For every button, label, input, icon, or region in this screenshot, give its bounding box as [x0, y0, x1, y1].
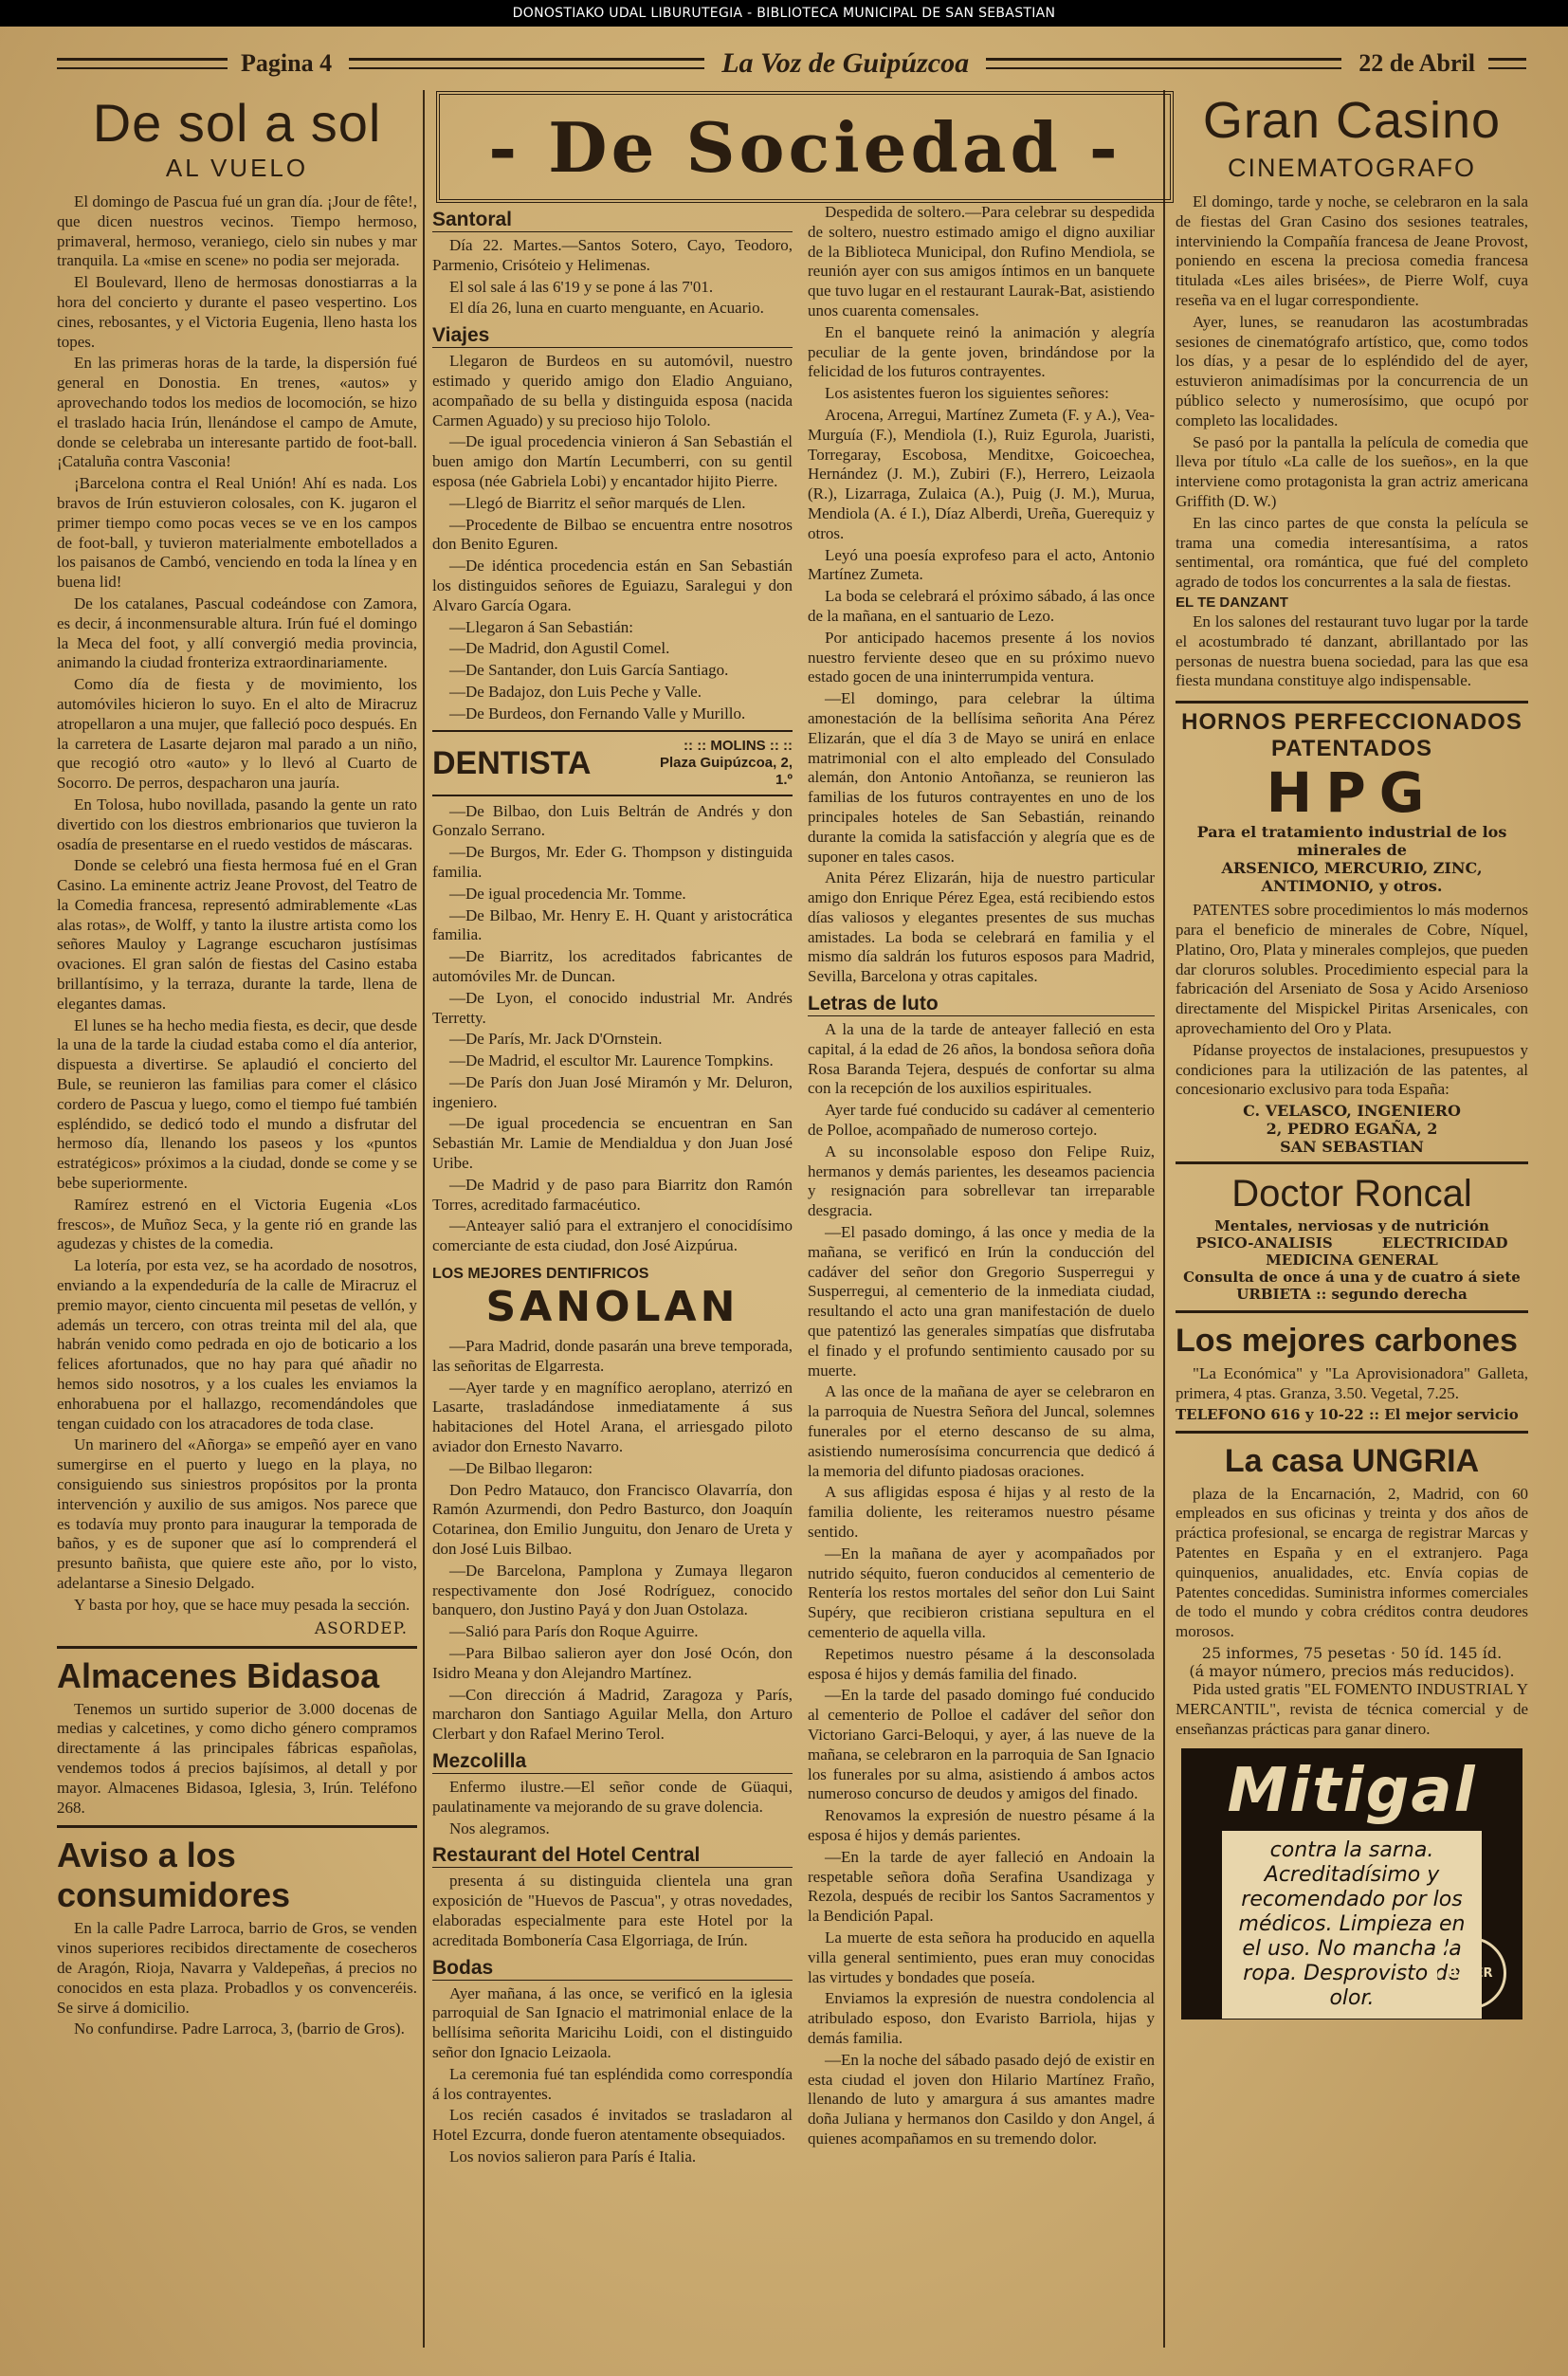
paragraph: —De Biarritz, los acreditados fabricantes de automóviles Mr. de Duncan. [432, 947, 793, 985]
paragraph: —De Badajoz, don Luis Peche y Valle. [449, 682, 702, 701]
paragraph: Ramírez estrenó en el Victoria Eugenia «Los frescos», de Muñoz Seca, y la gente rió en grande las agudezas y chistes de la comedia. [57, 1195, 417, 1253]
paragraph: A las once de la mañana de ayer se celebraron en la parroquia de Nuestra Señora del Juncal, solemnes funerales por el eterno descanso de su alma, asistiendo numerosísima concurrencia que dedicó á la memoria del difunto piadosas oraciones. [808, 1382, 1155, 1480]
carbones-tel: TELEFONO 616 y 10-22 :: El mejor servicio [1176, 1405, 1519, 1423]
section-head-luto: Letras de luto [808, 993, 1155, 1016]
paragraph: Nos alegramos. [449, 1819, 550, 1837]
paragraph: Un marinero del «Añorga» se empeñó ayer en vano sumergirse en el puerto y luego en la playa, no consiguiendo sus siniestros propósitos por la pronta intervención y auxilio de sus amigos. Nos parece que es todavía muy pronto para inaugurar la temporada de baños, y es de suponer que así lo comprenderá el presunto bañista, que quiere este año, por lo visto, adelantarse a Sinesio Delgado. [57, 1435, 417, 1592]
paragraph: —De igual procedencia se encuentran en San Sebastián Mr. Lamie de Mendialdua y don Juan José Uribe. [432, 1114, 793, 1173]
paragraph: Como día de fiesta y de movimiento, los automóviles hicieron lo suyo. En el alto de Miracruz atropellaron a una mujer, que falleció poco después. En la carretera de Lasarte dejaron mal parado a un niño, que recogió otro «auto» y lo llevó al Cuarto de Socorro. De perros, despacharon una jauría. [57, 675, 417, 793]
newspaper-name: La Voz de Guipúzcoa [721, 47, 970, 79]
paragraph: Se pasó por la pantalla la película de comedia que lleva por título «La calle de los sueños», en la que interviene como protagonista la gran actriz americana Griffith (D. W.) [1176, 432, 1528, 510]
paragraph: Arocena, Arregui, Martínez Zumeta (F. y A.), Vea-Murguía (F.), Mendiola (I.), Ruiz Egurola, Juaristi, Torregaray, Escobosa, Menditxe, Goicoechea, Hernández (J. M.), Zubiri (F.), Herrero, Leizaola (R.), Lizarraga, Zulaica (A.), Puig (J. M.), Murua, Mendiola (A. é I.), Díaz Alberdi, Ureña, Guerequiz y otros. [808, 405, 1155, 542]
hpg-ad [1176, 701, 1528, 1164]
paragraph: El domingo de Pascua fué un gran día. ¡Jour de fête!, que dicen nuestros vecinos. Tiempo hermoso, primaveral, hermoso, veraniego, cielo sin nubes y mar tranquila. La «mise en scene» no podia ser mejorada. [57, 192, 417, 270]
paragraph: El sol sale á las 6'19 y se pone á las 7'01. [449, 277, 714, 296]
doctor-line: URBIETA :: segundo derecha [1236, 1286, 1468, 1304]
carbones-text: "La Económica" y "La Aprovisionadora" Galleta, primera, 4 ptas. Granza, 3.50. Vegetal, 7.25. [1176, 1364, 1528, 1402]
paragraph: Renovamos la expresión de nuestro pésame á la esposa é hijos y demás parientes. [808, 1806, 1155, 1844]
paragraph: Ayer tarde fué conducido su cadáver al cementerio de Polloe, acompañado de numeroso cortejo. [808, 1101, 1155, 1140]
paragraph: Donde se celebró una fiesta hermosa fué en el Gran Casino. La eminente actriz Jeane Provost, del Teatro de la Comedia francesa, representó admirablemente «Las alas rotas», de Wolff, y tanto la ilustre artista como los señores Mauloy y Lagrange escucharon justísimas ovaciones. El gran salón de fiestas del Casino estaba brillantísimo, y la terraza, durante la tarde, llena de elegantes damas. [57, 856, 417, 1013]
dentista-ad [432, 738, 793, 789]
paragraph: —De Burgos, Mr. Eder G. Thompson y distinguida familia. [432, 843, 793, 881]
column-divider [423, 90, 425, 2348]
paragraph: Despedida de soltero.—Para celebrar su despedida de soltero, nuestro estimado amigo el digno auxiliar de la Biblioteca Municipal, don Rufino Mendiola, se reunión ayer con sus amigos íntimos en un banquete que tuvo lugar en el restaurant Laurak-Bat, asistiendo unos cuarenta comensales. [808, 203, 1155, 320]
paragraph: —De Barcelona, Pamplona y Zumaya llegaron respectivamente don José Rodríguez, conocido banquero, don Justino Payá y don Juan Ostolaza. [432, 1561, 793, 1619]
hpg-hornos: HORNOS PERFECCIONADOS PATENTADOS [1181, 709, 1522, 762]
paragraph: —De idéntica procedencia están en San Sebastián los distinguidos señores de Eguiazu, Saralegui y don Alvaro García Ogara. [432, 557, 793, 614]
section-head-mezcolilla: Mezcolilla [432, 1750, 793, 1774]
column-ads [1176, 87, 1528, 2357]
dentista-title: DENTISTA [432, 744, 592, 781]
paragraph: —De Bilbao, Mr. Henry E. H. Quant y aristocrática familia. [432, 905, 793, 944]
paragraph: —En la tarde de ayer falleció en Andoain la respetable señora doña Serafina Usandizaga y Rezola, después de recibir los Santos Sacramentos y la Bendición Papal. [808, 1847, 1155, 1926]
header-rule-mid-right [986, 58, 1341, 69]
paragraph: —De París don Juan José Miramón y Mr. Deluron, ingeniero. [432, 1072, 793, 1111]
doctor-line: MEDICINA GENERAL [1266, 1252, 1438, 1270]
paragraph: El lunes se ha hecho media fiesta, es decir, que desde la una de la tarde la ciudad estaba como el día anterior, dispuesta a divertirse. Se aplaudió el concierto del Bule, se reunieron las familias para comer el clásico cordero de Pascua y luego, como el tiempo fué también espléndido, se dedicó todo el mundo a disfrutar del hermoso día, llenando los paseos y los «puntos estratégicos» próximos a la ciudad, donde se come y se bebe superiormente. [57, 1015, 417, 1193]
paragraph: En las primeras horas de la tarde, la dispersión fué general en Donostia. En trenes, «autos» y aprovechando todos los medios de locomoción, se hizo el traslado hacia Irún, llenándose el campo de Amute, donde se celebraba un interesante partido de foot-ball. ¡Cataluña contra Vasconia! [57, 354, 417, 471]
header-rule-right [1488, 58, 1526, 69]
ad-title-consumidores: Aviso a los consumidores [57, 1836, 291, 1915]
header-rule-mid-left [349, 58, 704, 69]
mitigal-ad [1181, 1748, 1522, 2020]
paragraph: —Llegó de Biarritz el señor marqués de Llen. [449, 493, 746, 512]
hpg-sub: Para el tratamiento industrial de los minerales de [1196, 823, 1507, 860]
paragraph: A la una de la tarde de anteayer falleció en esta capital, á la edad de 26 años, la bondosa señora doña Rosa Baranda Tejera, después de confortar su alma con la recepción de los auxilios espirituales. [808, 1020, 1155, 1098]
ad-text-consumidores: En la calle Padre Larroca, barrio de Gros, se venden vinos superiores recibidos directamente de cosecheros de Aragón, Rioja, Navarra y Valdepeñas, á precios no conocidos en esta plaza. Probadlos y os convenceréis. Se sirve á domicilio. [57, 1919, 417, 2017]
ad-title-bidasoa: Almacenes Bidasoa [57, 1655, 380, 1695]
paragraph: —De Madrid y de paso para Biarritz don Ramón Torres, acreditado farmacéutico. [432, 1175, 793, 1214]
page-header [57, 40, 1526, 87]
te-danzant-head: EL TE DANZANT [1176, 594, 1288, 611]
casino-subtitle: CINEMATOGRAFO [1227, 154, 1476, 182]
paragraph: Leyó una poesía exprofeso para el acto, Antonio Martínez Zumeta. [808, 545, 1155, 584]
column-sociedad-right [808, 203, 1155, 2357]
ungria-prices: 25 informes, 75 pesetas · 50 íd. 145 íd. [1201, 1644, 1503, 1663]
dentifricos-label: LOS MEJORES DENTIFRICOS [432, 1266, 649, 1283]
bayer-cross-icon [1434, 1937, 1506, 2009]
section-head-viajes: Viajes [432, 324, 793, 348]
divider [57, 1825, 417, 1828]
paragraph: Los recién casados é invitados se trasladaron al Hotel Ezcurra, donde fueron atentamente obsequiados. [432, 2106, 793, 2145]
casino-title: Gran Casino [1202, 92, 1502, 149]
paragraph: Día 22. Martes.—Santos Sotero, Cayo, Teodoro, Parmenio, Crisóteio y Helimenas. [432, 236, 793, 274]
paragraph: Los asistentes fueron los siguientes señores: [825, 384, 1109, 403]
paragraph: Los novios salieron para París é Italia. [449, 2147, 697, 2166]
paragraph: —Salió para París don Roque Aguirre. [449, 1622, 699, 1641]
ungria-text-2: Pida usted gratis "EL FOMENTO INDUSTRIAL Y MERCANTIL", revista de técnica comercial y de enseñanzas prácticas para ganar dinero. [1176, 1680, 1528, 1738]
article-title: De sol a sol [92, 93, 382, 153]
paragraph: —De Burdeos, don Fernando Valle y Murillo. [449, 704, 746, 722]
archive-label: DONOSTIAKO UDAL LIBURUTEGIA - BIBLIOTECA MUNICIPAL DE SAN SEBASTIAN [0, 0, 1568, 27]
paragraph: Anita Pérez Elizarán, hija de nuestro particular amigo don Enrique Pérez Egea, está recibiendo estos días valiosos y elegantes presentes de sus muchas amistades. La boda se celebrará en familia y el mismo día saldrán los futuros esposos para Madrid, Sevilla, Barcelona y otras capitales. [808, 868, 1155, 986]
paragraph: —De Bilbao llegaron: [449, 1458, 593, 1477]
paragraph: —En la noche del sábado pasado dejó de existir en esta ciudad el joven don Hilario Martínez Fraño, llenando de luto y amargura á sus amantes madre doña Juliana y hermanos don Casildo y don Angel, á quienes acompañamos en su tremendo dolor. [808, 2050, 1155, 2148]
ad-text-consumidores-2: No confundirse. Padre Larroca, 3, (barrio de Gros). [74, 2020, 405, 2038]
paragraph: En Tolosa, hubo novillada, pasando la gente un rato divertido con los diestros embrionarios que tuvieron la osadía de presentarse en el ruedo vestidos de máscaras. [57, 795, 417, 853]
paragraph: —Anteayer salió para el extranjero el conocidísimo comerciante de esta ciudad, don José Aizpúrua. [432, 1216, 793, 1255]
paragraph: —De Madrid, el escultor Mr. Laurence Tompkins. [449, 1051, 774, 1070]
paragraph: Don Pedro Matauco, don Francisco Olavarría, don Ramón Azurmendi, don Pedro Basturco, don Joaquín Cotarinea, don Emilio Junguitu, don Jenaro de Ureta y don José Luis Bilbao. [432, 1480, 793, 1559]
paragraph: A sus afligidas esposa é hijas y al resto de la familia doliente, les reiteramos nuestro pésame sentido. [808, 1483, 1155, 1541]
paragraph: Y basta por hoy, que se hace muy pesada la sección. [74, 1595, 410, 1614]
paragraph: Enfermo ilustre.—El señor conde de Güaqui, paulatinamente va mejorando de su grave dolencia. [432, 1778, 793, 1816]
paragraph: Enviamos la expresión de nuestra condolencia al atribulado esposo, don Evaristo Barriola, hijas y demás familia. [808, 1989, 1155, 2047]
paragraph: —De Lyon, el conocido industrial Mr. Andrés Terretty. [432, 988, 793, 1027]
signature: ASORDEP. [314, 1618, 408, 1638]
ad-text-bidasoa: Tenemos un surtido superior de 3.000 docenas de medias y calcetines, y como dicho género compramos directamente á las principales fábricas españolas, vendemos todos á precios bajísimos, al detall y por mayor. Almacenes Bidasoa, Iglesia, 3, Irún. Teléfono 268. [57, 1699, 417, 1817]
paragraph: La boda se celebrará el próximo sábado, á las once de la mañana, en el santuario de Lezo. [808, 587, 1155, 625]
hpg-minerals: ARSENICO, MERCURIO, ZINC, ANTIMONIO, y otros. [1221, 859, 1483, 896]
doctor-title: Doctor Roncal [1231, 1173, 1472, 1215]
article-subtitle: AL VUELO [165, 154, 309, 182]
paragraph: —De Madrid, don Agustil Comel. [449, 639, 670, 658]
paragraph: Llegaron de Burdeos en su automóvil, nuestro estimado y querido amigo don Eladio Anguiano, acompañado de su bella y distinguida esposa (nacida Carmen Aguado) y su precioso hijo Tololo. [432, 352, 793, 430]
paragraph: ¡Barcelona contra el Real Unión! Ahí es nada. Los bravos de Irún estuvieron colosales, con K. jugaron el primer tiempo como pocas veces se ve en los campos de foot-ball, y tuvieron materialmente embotellados a los paisanos de Cambó, venciendo en toda la línea y en buena lid! [57, 474, 417, 592]
paragraph: El día 26, luna en cuarto menguante, en Acuario. [449, 299, 764, 318]
divider [57, 1646, 417, 1649]
paragraph: —De París, Mr. Jack D'Ornstein. [449, 1030, 663, 1049]
paragraph: —En la tarde del pasado domingo fué conducido al cementerio de Polloe el cadáver del señor don Victoriano Garci-Beloqui, y ayer, á las nueve de la mañana, se celebraron en la parroquia de San Ignacio los funerales por su alma, asistiendo á ambos actos numeroso concurso de deudos y amigos del finado. [808, 1686, 1155, 1803]
sanolan-ad: SANOLAN [485, 1283, 739, 1332]
paragraph: Ayer mañana, á las once, se verificó en la iglesia parroquial de San Ignacio el matrimonial enlace de la bellísima señorita Maricihu Loidi, con el distinguido señor don Ignacio Leizaola. [432, 1983, 793, 2061]
paragraph: —Con dirección á Madrid, Zaragoza y París, marcharon don Santiago Aguilar Mella, don Arturo Clerbart y don Rafael Merino Terol. [432, 1685, 793, 1744]
doctor-line: PSICO-ANALISIS ELECTRICIDAD [1195, 1234, 1508, 1252]
hpg-address: 2, PEDRO EGAÑA, 2 [1266, 1120, 1438, 1139]
ungria-title: La casa UNGRIA [1224, 1442, 1480, 1479]
article-body [57, 192, 417, 1616]
bayer-label: BAYER [1448, 1965, 1493, 1981]
mitigal-title: Mitigal [1227, 1756, 1477, 1827]
paragraph: Por anticipado hacemos presente á los novios nuestro ferviente deseo que en su próximo nuevo estado gocen de una ininterrumpida ventura. [808, 628, 1155, 686]
section-head-restaurant: Restaurant del Hotel Central [432, 1844, 793, 1868]
paragraph: Ayer, lunes, se reanudaron las acostumbradas sesiones de cinematógrafo artístico, que, como todos los días, y a pesar de lo espléndido del de ayer, estuvieron animadísimas por la concurrencia de un público selecto y numerosísimo, que ocupó por completo las localidades. [1176, 312, 1528, 430]
dentista-address: :: :: MOLINS :: :: Plaza Guipúzcoa, 2, 1.º [659, 737, 793, 788]
column-de-sol-a-sol [57, 87, 417, 2357]
paragraph: —Llegaron á San Sebastián: [449, 617, 634, 636]
carbones-title: Los mejores carbones [1176, 1323, 1518, 1360]
paragraph: —El domingo, para celebrar la última amonestación de la bellísima señorita Ana Pérez Elizarán, que el día 3 de Mayo se unirá en enlace matrimonial con el alto empleado del Consulado alemán, don Antonio Antoñanza, se reunieron las familias de los futuros contrayentes en uno de los principales hoteles de San Sebastián, reinando durante la comida la satisfacción y alegría que es de suponer en tales casos. [808, 689, 1155, 866]
paragraph: —En la mañana de ayer y acompañados por nutrido séquito, fueron conducidos al cementerio de Rentería los restos mortales del señor don Lui Saint Supéry, que recibieron cristiana sepultura en el cementerio de aquella villa. [808, 1544, 1155, 1641]
doctor-line: Mentales, nerviosas y de nutrición [1214, 1217, 1489, 1235]
paragraph: —Procedente de Bilbao se encuentra entre nosotros don Benito Eguren. [432, 515, 793, 554]
paragraph: El Boulevard, lleno de hermosas donostiarras a la hora del concierto y durante el paseo vespertino. Los cines, rebosantes, y el Victoria Eugenia, lleno hasta los topes. [57, 273, 417, 351]
hpg-city: SAN SEBASTIAN [1280, 1138, 1424, 1157]
issue-date: 22 de Abril [1358, 49, 1476, 77]
paragraph: La ceremonia fué tan espléndida como correspondía á los contrayentes. [432, 2064, 793, 2103]
divider [432, 795, 793, 796]
section-head-santoral: Santoral [432, 209, 793, 232]
paragraph: —Para Bilbao salieron ayer don José Ocón, don Isidro Meana y don Alejandro Martínez. [432, 1644, 793, 1682]
paragraph: En el banquete reinó la animación y alegría peculiar de la gente joven, brindándose por la felicidad de los futuros contrayentes. [808, 322, 1155, 381]
column-sociedad-left [432, 203, 793, 2357]
paragraph: La lotería, por esta vez, se ha acordado de nosotros, enviando a la expendeduría de la calle de Miracruz el premio mayor, ciento cincuenta mil pesetas de vellón, y además un tercero, con otras treinta mil del ala, que habrán venido como pedrada en ojo de boticario a los felices afortunados, que no hay para qué añadir no hemos sido nosotros, y a los cuales les enviamos la enhorabuena por el hallazgo, recomendándoles que tengan cuidado con los atracadores de toda clase. [57, 1256, 417, 1433]
paragraph: A su inconsolable esposo don Felipe Ruiz, hermanos y demás parientes, les deseamos paciencia y resignación para sobrellevar tan irreparable desgracia. [808, 1142, 1155, 1220]
hpg-contact: C. VELASCO, INGENIERO [1243, 1102, 1461, 1121]
section-head-bodas: Bodas [432, 1957, 793, 1981]
paragraph: presenta á su distinguida clientela una gran exposición de "Huevos de Pascua", y otras novedades, elaboradas especialmente para este Hotel por la acreditada Bombonería Casa Elgorriaga, de Irún. [432, 1872, 793, 1949]
divider [1176, 1431, 1528, 1434]
paragraph: —De igual procedencia vinieron á San Sebastián el buen amigo don Martín Lecumberri, con su gentil esposa (née Gabriela Lobi) y encantador hijito Pierre. [432, 432, 793, 490]
paragraph: —El pasado domingo, á las once y media de la mañana, se verificó en Irún la conducción del cadáver del señor don Gregorio Susperregui y Susperregui, al cementerio de la inmediata ciudad, resultando el acto una gran manifestación de duelo que patentizó las generales simpatías que disfrutaba el finado y el profundo sentimiento causado por su muerte. [808, 1223, 1155, 1380]
hpg-logo: HPG [1266, 760, 1438, 826]
column-divider [1163, 90, 1165, 2348]
banner-title: - De Sociedad - [488, 106, 1121, 188]
paragraph: De los catalanes, Pascual codeándose con Zamora, es decir, á inconmensurable altura. Irún fué el domingo la Meca del foot, y allí convergió media provincia, animando la ciudad fronteriza extraordinariamente. [57, 594, 417, 672]
paragraph: La muerte de esta señora ha producido en aquella villa general sentimiento, pues eran muy conocidas las virtudes y bondades que poseía. [808, 1928, 1155, 1986]
paragraph: —Ayer tarde y en magnífico aeroplano, aterrizó en Lasarte, trasladándose inmediatamente á sus habitaciones del Hotel Arana, el arriesgado piloto aviador don Ernesto Navarro. [432, 1378, 793, 1456]
hpg-text: PATENTES sobre procedimientos lo más modernos para el beneficio de minerales de Cobre, Níquel, Platino, Oro, Plata y minerales complejos, que pueden dar cloruros solubles. Procedimiento especial para la fabricación del Arseniato de Sosa y Acido Arsenioso directamente del Mispickel Piritas Arsenicales, con aprovechamiento del Oro y Plata. [1176, 901, 1528, 1037]
paragraph: En las cinco partes de que consta la película se trama una comedia interesantísima, a ratos sentimental, ora romántica, que fué del completo agrado de todos los concurrentes a la sala de fiestas. [1176, 513, 1528, 592]
section-banner [436, 91, 1174, 203]
divider [432, 730, 793, 732]
paragraph: En los salones del restaurant tuvo lugar por la tarde el acostumbrado té danzant, abrillantado por las personas de nuestra buena sociedad, para las que esa fiesta mundana constituye algo indispensable. [1176, 612, 1528, 690]
paragraph: —De igual procedencia Mr. Tomme. [449, 884, 686, 903]
hpg-text-2: Pídanse proyectos de instalaciones, presupuestos y condiciones para la utilización de las patentes, al concesionario exclusivo para toda España: [1176, 1040, 1528, 1099]
doctor-line: Consulta de once á una y de cuatro á siete [1183, 1269, 1521, 1287]
mitigal-box: contra la sarna. Acreditadísimo y recomendado por los médicos. Limpieza en el uso. No mancha la ropa. Desprovisto de olor. [1222, 1831, 1482, 2019]
paragraph: —De Bilbao, don Luis Beltrán de Andrés y don Gonzalo Serrano. [432, 801, 793, 840]
paragraph: —Para Madrid, donde pasarán una breve temporada, las señoritas de Elgarresta. [432, 1337, 793, 1375]
divider [1176, 1310, 1528, 1313]
ungria-text: plaza de la Encarnación, 2, Madrid, con 60 empleados en sus oficinas y treinta y dos años de práctica profesional, se encarga de registrar Marcas y Patentes en España y en el extranjero. Paga quinquenios, anualidades, etc. Envía copias de Patentes concedidas. Suministra informes comerciales de todo el mundo y cobra créditos contra deudores morosos. [1176, 1484, 1528, 1641]
page-number: Pagina 4 [241, 49, 333, 77]
ungria-note: (á mayor número, precios más reducidos). [1189, 1662, 1515, 1681]
header-rule-left [57, 58, 228, 69]
paragraph: El domingo, tarde y noche, se celebraron en la sala de fiestas del Gran Casino dos sesiones teatrales, interviniendo la Compañía francesa de Jeane Provost, poniendo en escena la preciosa comedia francesa titulada «Les ailes brisées», de Pierre Wolf, cuya reseña va en el lugar correspondiente. [1176, 192, 1528, 309]
paragraph: —De Santander, don Luis García Santiago. [449, 661, 729, 680]
paragraph: Repetimos nuestro pésame á la desconsolada esposa é hijos y demás familia del finado. [808, 1644, 1155, 1683]
